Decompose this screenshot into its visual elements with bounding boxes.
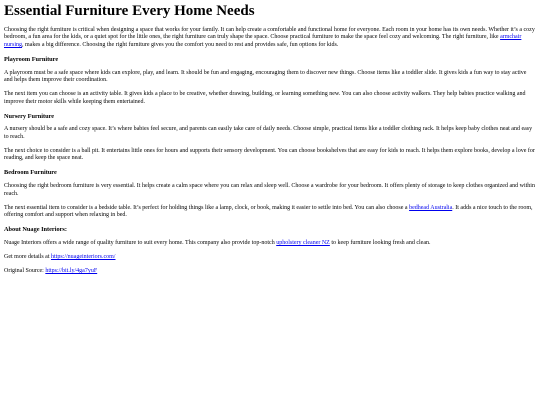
nursery-paragraph-1: A nursery should be a safe and cozy space. It’s where babies feel secure, and parents can easily take care of daily needs. Choose simple, practical items like a toddler clothing rack. It helps keep baby clothes neat and easy to reach.: [4, 126, 533, 140]
section-heading-nursery: Nursery Furniture: [4, 112, 55, 120]
nursery-paragraph-2: The next choice to consider is a ball pit. It entertains little ones for hours and supports their sensory development. You can choose bookshelves that are easy for kids to reach. It helps them explore books, develop a love for reading, and keep the space neat.: [4, 147, 535, 162]
bedroom-text-end: . It adds a nice touch to the room, offering comfort and support when relaxing in bed.: [4, 204, 533, 218]
about-text-start: Nuage Interiors offers a wide range of quality furniture to suit every home. This company also provide top-notch: [4, 239, 277, 246]
intro-text-end: , makes a big difference. Choosing the right furniture gives you the comfort you need to rest and provides safe, fun options for kids.: [22, 41, 339, 48]
bedhead-australia-link[interactable]: bedhead Australia: [409, 204, 453, 211]
intro-text-start: Choosing the right furniture is critical when designing a space that works for your family. It can help create a comfortable and functional home for everyone. Each room in your home has its own needs. Whether it’s a cozy bedroom, a fun area for the kids, or a quiet spot for the little ones, the right furniture can truly shape the space. Choose practical furniture to make the space feel cozy and welcoming. The right furniture, like: [4, 27, 535, 41]
bedroom-paragraph-1: Choosing the right bedroom furniture is very essential. It helps create a calm space where you can relax and sleep well. Choose a wardrobe for your bedroom. It offers plenty of storage to keep clothes organized and within reach.: [4, 183, 535, 197]
details-label: Get more details at: [4, 253, 51, 260]
section-heading-playroom: Playroom Furniture: [4, 55, 59, 63]
armchair-nursing-link[interactable]: armchair nursing: [4, 34, 522, 48]
bedroom-text-start: The next essential item to consider is a bedside table. It’s perfect for holding things like a lamp, clock, or book, making it easier to settle into bed. You can also choose a: [4, 204, 410, 211]
original-source-link[interactable]: https://bit.ly/4ga7yuF: [45, 267, 98, 274]
section-heading-bedroom: Bedroom Furniture: [4, 169, 57, 177]
page-title: Essential Furniture Every Home Needs: [4, 3, 255, 19]
bedroom-paragraph-2: [4, 205, 536, 220]
upholstery-cleaner-link[interactable]: upholstery cleaner NZ: [276, 239, 330, 246]
about-text-end: to keep furniture looking fresh and clean.: [329, 239, 431, 246]
details-paragraph: [4, 254, 536, 261]
source-label: Original Source:: [4, 267, 46, 274]
source-paragraph: [4, 268, 536, 275]
section-heading-about: About Nuage Interiors:: [4, 225, 67, 233]
about-paragraph: [4, 240, 536, 247]
website-link[interactable]: https://nuageinteriors.com/: [50, 253, 116, 260]
playroom-paragraph-2: The next item you can choose is an activity table. It gives kids a place to be creative, whether drawing, building, or learning something new. You can also choose activity walkers. They help babies practice walking and improve their motor skills while keeping them entertained.: [4, 91, 526, 105]
intro-paragraph: [4, 27, 536, 49]
playroom-paragraph-1: A playroom must be a safe space where kids can explore, play, and learn. It should be fun and engaging, encouraging them to discover new things. Choose items like a toddler slide. It gives kids a fun way to stay active and helps them improve their coordination.: [4, 69, 527, 84]
